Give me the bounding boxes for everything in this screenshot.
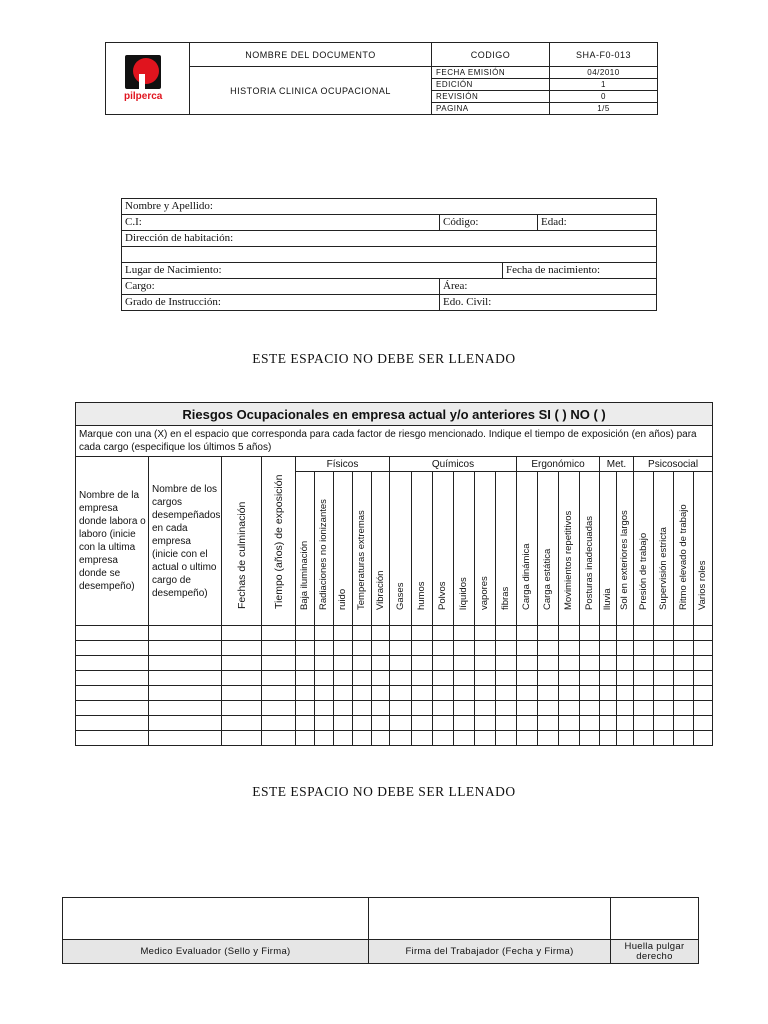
risk-rows	[76, 626, 713, 746]
doc-name-label: NOMBRE DEL DOCUMENTO	[190, 43, 432, 67]
huella-area[interactable]	[611, 898, 699, 940]
table-cell[interactable]	[222, 716, 262, 731]
table-cell[interactable]	[559, 656, 580, 671]
table-cell[interactable]	[634, 626, 654, 641]
table-cell[interactable]	[454, 686, 475, 701]
table-cell[interactable]	[76, 686, 149, 701]
factor-header-psico-0: Presión de trabajo	[634, 472, 654, 626]
table-cell[interactable]	[76, 701, 149, 716]
revision-label: REVISIÓN	[432, 91, 550, 103]
table-cell[interactable]	[262, 641, 296, 656]
table-cell[interactable]	[538, 641, 559, 656]
table-cell[interactable]	[390, 671, 412, 686]
table-cell[interactable]	[538, 671, 559, 686]
table-cell[interactable]	[262, 656, 296, 671]
table-cell[interactable]	[334, 701, 353, 716]
risks-instructions: Marque con una (X) en el espacio que corresponda para cada factor de riesgo mencionado. Indique el tiempo de exposición (en años) para cada cargo (especifique los últimos 5 años)	[76, 426, 713, 457]
table-cell[interactable]	[222, 656, 262, 671]
table-cell[interactable]	[262, 626, 296, 641]
factor-header-met-0: lluvia	[600, 472, 617, 626]
table-cell[interactable]	[475, 641, 496, 656]
table-cell[interactable]	[617, 656, 634, 671]
table-cell[interactable]	[353, 731, 372, 746]
table-cell[interactable]	[454, 641, 475, 656]
table-cell[interactable]	[76, 716, 149, 731]
table-cell[interactable]	[433, 626, 454, 641]
group-psicosocial: Psicosocial	[634, 457, 713, 472]
table-cell[interactable]	[454, 626, 475, 641]
table-cell[interactable]	[694, 716, 713, 731]
table-cell[interactable]	[262, 701, 296, 716]
table-cell[interactable]	[496, 716, 517, 731]
personal-data-table	[121, 198, 657, 311]
table-cell[interactable]	[412, 626, 433, 641]
table-cell[interactable]	[334, 671, 353, 686]
table-cell[interactable]	[390, 686, 412, 701]
notice-bottom: ESTE ESPACIO NO DEBE SER LLENADO	[252, 784, 516, 799]
risks-title: Riesgos Ocupacionales en empresa actual y/o anteriores SI ( ) NO ( )	[76, 403, 713, 426]
table-cell[interactable]	[559, 626, 580, 641]
table-cell[interactable]	[496, 656, 517, 671]
table-cell[interactable]	[538, 686, 559, 701]
table-cell[interactable]	[617, 626, 634, 641]
table-cell[interactable]	[674, 716, 694, 731]
codigo-value: SHA-F0-013	[550, 43, 658, 67]
table-cell[interactable]	[390, 716, 412, 731]
table-row	[76, 656, 713, 671]
table-cell[interactable]	[617, 686, 634, 701]
table-cell[interactable]	[296, 701, 315, 716]
direccion-continuation[interactable]	[122, 247, 657, 263]
table-cell[interactable]	[334, 626, 353, 641]
table-cell[interactable]	[296, 626, 315, 641]
table-cell[interactable]	[580, 686, 600, 701]
table-cell[interactable]	[538, 716, 559, 731]
table-cell[interactable]	[222, 626, 262, 641]
table-row	[76, 701, 713, 716]
table-cell[interactable]	[433, 731, 454, 746]
table-cell[interactable]	[315, 731, 334, 746]
factor-header-ergonomico-0: Carga dinámica	[517, 472, 538, 626]
table-cell[interactable]	[433, 686, 454, 701]
table-cell[interactable]	[76, 731, 149, 746]
edo-civil-field[interactable]: Edo. Civil:	[440, 295, 657, 311]
table-cell[interactable]	[475, 701, 496, 716]
edad-field[interactable]: Edad:	[538, 215, 657, 231]
table-row	[76, 671, 713, 686]
grado-instruccion-field[interactable]: Grado de Instrucción:	[122, 295, 440, 311]
table-cell[interactable]	[372, 701, 390, 716]
table-cell[interactable]	[617, 701, 634, 716]
table-cell[interactable]	[76, 641, 149, 656]
table-cell[interactable]	[296, 716, 315, 731]
table-cell[interactable]	[315, 626, 334, 641]
table-cell[interactable]	[654, 686, 674, 701]
pagina-label: PAGINA	[432, 103, 550, 115]
table-cell[interactable]	[353, 656, 372, 671]
table-cell[interactable]	[412, 701, 433, 716]
group-quimicos: Químicos	[390, 457, 517, 472]
table-cell[interactable]	[674, 641, 694, 656]
factor-header-quimicos-3: líquidos	[454, 472, 475, 626]
codigo-label: CODIGO	[432, 43, 550, 67]
table-cell[interactable]	[538, 626, 559, 641]
table-cell[interactable]	[412, 686, 433, 701]
pagina-value: 1/5	[550, 103, 658, 115]
table-cell[interactable]	[654, 626, 674, 641]
table-cell[interactable]	[600, 731, 617, 746]
factor-header-ergonomico-3: Posturas inadecuadas	[580, 472, 600, 626]
table-cell[interactable]	[262, 731, 296, 746]
table-cell[interactable]	[674, 626, 694, 641]
table-cell[interactable]	[412, 656, 433, 671]
table-cell[interactable]	[334, 641, 353, 656]
col-empresa-header: Nombre de la empresa donde labora o laboro (inicie con la ultima empresa donde se desempeño)	[76, 457, 149, 626]
lugar-nacimiento-field[interactable]: Lugar de Nacimiento:	[122, 263, 503, 279]
table-cell[interactable]	[454, 656, 475, 671]
huella-label: Huella pulgar derecho	[611, 940, 699, 964]
area-field[interactable]: Área:	[440, 279, 657, 295]
medico-label: Medico Evaluador (Sello y Firma)	[63, 940, 369, 964]
logo-cell	[106, 43, 190, 115]
direccion-field[interactable]: Dirección de habitación:	[122, 231, 657, 247]
table-cell[interactable]	[538, 656, 559, 671]
table-cell[interactable]	[296, 731, 315, 746]
factor-header-psico-1: Supervisión estricta	[654, 472, 674, 626]
table-cell[interactable]	[262, 671, 296, 686]
table-cell[interactable]	[674, 701, 694, 716]
table-cell[interactable]	[372, 686, 390, 701]
table-cell[interactable]	[580, 716, 600, 731]
factor-header-fisicos-0: Baja iluminación	[296, 472, 315, 626]
table-cell[interactable]	[454, 716, 475, 731]
table-cell[interactable]	[600, 641, 617, 656]
group-fisicos: Físicos	[296, 457, 390, 472]
table-row	[76, 626, 713, 641]
table-cell[interactable]	[600, 716, 617, 731]
table-cell[interactable]	[600, 626, 617, 641]
table-cell[interactable]	[454, 701, 475, 716]
table-cell[interactable]	[475, 686, 496, 701]
table-cell[interactable]	[353, 626, 372, 641]
table-cell[interactable]	[454, 731, 475, 746]
table-cell[interactable]	[315, 641, 334, 656]
table-cell[interactable]	[617, 671, 634, 686]
table-cell[interactable]	[496, 686, 517, 701]
table-cell[interactable]	[296, 671, 315, 686]
nombre-field[interactable]: Nombre y Apellido:	[122, 199, 657, 215]
table-cell[interactable]	[412, 731, 433, 746]
table-cell[interactable]	[296, 656, 315, 671]
table-cell[interactable]	[694, 686, 713, 701]
table-cell[interactable]	[600, 656, 617, 671]
table-cell[interactable]	[334, 731, 353, 746]
table-cell[interactable]	[674, 686, 694, 701]
trabajador-label: Firma del Trabajador (Fecha y Firma)	[369, 940, 611, 964]
signature-table	[62, 897, 699, 964]
table-cell[interactable]	[149, 701, 222, 716]
table-cell[interactable]	[654, 716, 674, 731]
table-cell[interactable]	[538, 731, 559, 746]
table-cell[interactable]	[433, 656, 454, 671]
doc-name: HISTORIA CLINICA OCUPACIONAL	[190, 67, 432, 115]
table-cell[interactable]	[222, 641, 262, 656]
table-cell[interactable]	[353, 701, 372, 716]
table-cell[interactable]	[674, 731, 694, 746]
table-cell[interactable]	[559, 716, 580, 731]
table-cell[interactable]	[390, 626, 412, 641]
table-cell[interactable]	[617, 716, 634, 731]
table-cell[interactable]	[600, 701, 617, 716]
table-cell[interactable]	[76, 671, 149, 686]
table-cell[interactable]	[634, 731, 654, 746]
col-fechas-header: Fechas de culminación	[222, 457, 262, 626]
table-cell[interactable]	[580, 671, 600, 686]
table-cell[interactable]	[674, 656, 694, 671]
table-cell[interactable]	[617, 641, 634, 656]
logo-text: pilperca	[124, 90, 163, 102]
col-cargos-header: Nombre de los cargos desempeñados en cada empresa (inicie con el actual o ultimo cargo de desempeño)	[149, 457, 222, 626]
table-cell[interactable]	[600, 686, 617, 701]
table-cell[interactable]	[334, 656, 353, 671]
table-cell[interactable]	[559, 641, 580, 656]
table-row	[76, 686, 713, 701]
ci-field[interactable]: C.I:	[122, 215, 440, 231]
table-cell[interactable]	[296, 686, 315, 701]
table-cell[interactable]	[149, 716, 222, 731]
table-cell[interactable]	[433, 641, 454, 656]
table-cell[interactable]	[654, 671, 674, 686]
table-cell[interactable]	[222, 731, 262, 746]
factor-header-fisicos-2: ruido	[334, 472, 353, 626]
trabajador-signature-area[interactable]	[369, 898, 611, 940]
table-cell[interactable]	[517, 671, 538, 686]
table-cell[interactable]	[517, 731, 538, 746]
risk-table	[75, 402, 713, 746]
table-cell[interactable]	[475, 731, 496, 746]
table-cell[interactable]	[634, 701, 654, 716]
table-cell[interactable]	[149, 686, 222, 701]
table-cell[interactable]	[372, 671, 390, 686]
table-cell[interactable]	[412, 671, 433, 686]
table-cell[interactable]	[694, 701, 713, 716]
table-cell[interactable]	[149, 731, 222, 746]
factor-header-quimicos-0: Gases	[390, 472, 412, 626]
table-cell[interactable]	[315, 671, 334, 686]
table-cell[interactable]	[694, 656, 713, 671]
table-cell[interactable]	[580, 656, 600, 671]
company-logo	[106, 44, 190, 114]
table-cell[interactable]	[694, 731, 713, 746]
table-cell[interactable]	[390, 656, 412, 671]
table-cell[interactable]	[580, 641, 600, 656]
table-cell[interactable]	[654, 656, 674, 671]
table-cell[interactable]	[634, 671, 654, 686]
table-cell[interactable]	[315, 701, 334, 716]
factor-header-quimicos-4: vapores	[475, 472, 496, 626]
table-cell[interactable]	[353, 686, 372, 701]
table-cell[interactable]	[694, 626, 713, 641]
table-cell[interactable]	[454, 671, 475, 686]
revision-value: 0	[550, 91, 658, 103]
cargo-field[interactable]: Cargo:	[122, 279, 440, 295]
table-cell[interactable]	[149, 656, 222, 671]
table-cell[interactable]	[334, 716, 353, 731]
fecha-nacimiento-field[interactable]: Fecha de nacimiento:	[503, 263, 657, 279]
table-cell[interactable]	[517, 701, 538, 716]
table-cell[interactable]	[617, 731, 634, 746]
edicion-label: EDICIÓN	[432, 79, 550, 91]
table-cell[interactable]	[222, 686, 262, 701]
table-cell[interactable]	[222, 671, 262, 686]
table-cell[interactable]	[412, 641, 433, 656]
table-cell[interactable]	[353, 641, 372, 656]
table-cell[interactable]	[315, 686, 334, 701]
factor-header-ergonomico-1: Carga estática	[538, 472, 559, 626]
group-met: Met.	[600, 457, 634, 472]
table-cell[interactable]	[76, 626, 149, 641]
table-cell[interactable]	[262, 686, 296, 701]
medico-signature-area[interactable]	[63, 898, 369, 940]
table-cell[interactable]	[372, 731, 390, 746]
table-cell[interactable]	[674, 671, 694, 686]
table-cell[interactable]	[315, 716, 334, 731]
table-cell[interactable]	[353, 716, 372, 731]
table-cell[interactable]	[372, 716, 390, 731]
notice-top: ESTE ESPACIO NO DEBE SER LLENADO	[252, 351, 516, 366]
table-cell[interactable]	[580, 626, 600, 641]
table-cell[interactable]	[559, 671, 580, 686]
fecha-emision-label: FECHA EMISIÓN	[432, 67, 550, 79]
table-cell[interactable]	[149, 626, 222, 641]
col-tiempo-header: Tiempo (años) de exposición	[262, 457, 296, 626]
table-cell[interactable]	[412, 716, 433, 731]
table-cell[interactable]	[475, 626, 496, 641]
factor-header-ergonomico-2: Movimientos repetitivos	[559, 472, 580, 626]
table-cell[interactable]	[559, 701, 580, 716]
table-cell[interactable]	[496, 671, 517, 686]
table-cell[interactable]	[149, 671, 222, 686]
table-cell[interactable]	[390, 701, 412, 716]
table-cell[interactable]	[496, 626, 517, 641]
table-cell[interactable]	[634, 641, 654, 656]
factor-header-fisicos-1: Radiaciones no ionizantes	[315, 472, 334, 626]
table-cell[interactable]	[496, 641, 517, 656]
table-cell[interactable]	[296, 641, 315, 656]
table-cell[interactable]	[475, 671, 496, 686]
table-cell[interactable]	[538, 701, 559, 716]
table-cell[interactable]	[517, 656, 538, 671]
table-cell[interactable]	[149, 641, 222, 656]
edicion-value: 1	[550, 79, 658, 91]
table-cell[interactable]	[334, 686, 353, 701]
factor-header-psico-2: Ritmo elevado de trabajo	[674, 472, 694, 626]
table-cell[interactable]	[372, 641, 390, 656]
table-cell[interactable]	[654, 641, 674, 656]
factor-header-fisicos-3: Temperaturas extremas	[353, 472, 372, 626]
table-cell[interactable]	[634, 716, 654, 731]
table-cell[interactable]	[433, 716, 454, 731]
table-cell[interactable]	[475, 716, 496, 731]
fecha-emision-value: 04/2010	[550, 67, 658, 79]
table-cell[interactable]	[634, 656, 654, 671]
table-cell[interactable]	[654, 731, 674, 746]
table-cell[interactable]	[353, 671, 372, 686]
table-cell[interactable]	[517, 626, 538, 641]
table-cell[interactable]	[517, 686, 538, 701]
table-cell[interactable]	[559, 686, 580, 701]
table-cell[interactable]	[559, 731, 580, 746]
table-cell[interactable]	[222, 701, 262, 716]
table-cell[interactable]	[390, 731, 412, 746]
table-cell[interactable]	[580, 701, 600, 716]
factor-header-fisicos-4: Vibración	[372, 472, 390, 626]
document-header	[105, 42, 658, 115]
table-cell[interactable]	[433, 671, 454, 686]
table-cell[interactable]	[496, 731, 517, 746]
table-row	[76, 731, 713, 746]
factor-header-quimicos-5: fibras	[496, 472, 517, 626]
table-cell[interactable]	[580, 731, 600, 746]
table-cell[interactable]	[634, 686, 654, 701]
table-cell[interactable]	[600, 671, 617, 686]
group-ergonomico: Ergonómico	[517, 457, 600, 472]
codigo-field[interactable]: Código:	[440, 215, 538, 231]
table-cell[interactable]	[517, 716, 538, 731]
table-cell[interactable]	[496, 701, 517, 716]
table-cell[interactable]	[475, 656, 496, 671]
table-cell[interactable]	[262, 716, 296, 731]
table-row	[76, 641, 713, 656]
table-cell[interactable]	[372, 626, 390, 641]
factor-header-quimicos-2: Polvos	[433, 472, 454, 626]
table-cell[interactable]	[433, 701, 454, 716]
table-cell[interactable]	[517, 641, 538, 656]
factor-header-met-1: Sol en exteriores largos	[617, 472, 634, 626]
table-cell[interactable]	[694, 671, 713, 686]
table-cell[interactable]	[372, 656, 390, 671]
factor-header-psico-3: Varios roles	[694, 472, 713, 626]
table-cell[interactable]	[76, 656, 149, 671]
table-row	[76, 716, 713, 731]
table-cell[interactable]	[315, 656, 334, 671]
factor-header-quimicos-1: humos	[412, 472, 433, 626]
table-cell[interactable]	[654, 701, 674, 716]
table-cell[interactable]	[694, 641, 713, 656]
table-cell[interactable]	[390, 641, 412, 656]
